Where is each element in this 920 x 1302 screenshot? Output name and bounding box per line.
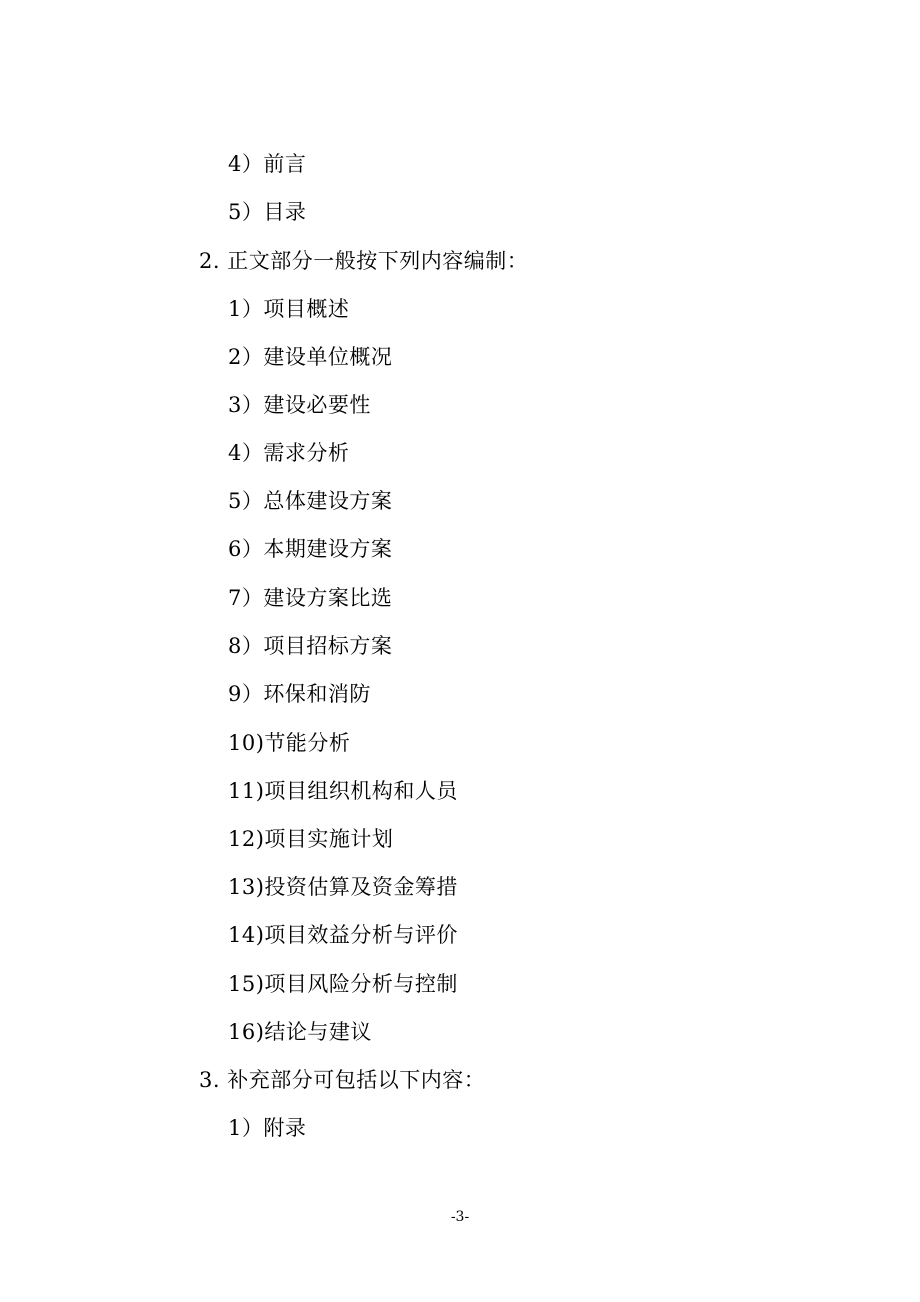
section-heading: 2. 正文部分一般按下列内容编制： <box>199 249 529 273</box>
list-item: 2）建设单位概况 <box>228 345 393 369</box>
list-item: 13)投资估算及资金筹措 <box>228 875 458 899</box>
list-item: 1）项目概述 <box>228 297 350 321</box>
list-item: 4）需求分析 <box>228 441 350 465</box>
list-item: 16)结论与建议 <box>228 1020 372 1044</box>
page-number: -3- <box>450 1209 470 1225</box>
list-item: 12)项目实施计划 <box>228 827 394 851</box>
list-item: 7）建设方案比选 <box>228 586 393 610</box>
list-item: 1）附录 <box>228 1116 307 1140</box>
list-item: 6）本期建设方案 <box>228 537 393 561</box>
list-item: 3）建设必要性 <box>228 393 371 417</box>
list-item: 14)项目效益分析与评价 <box>228 923 458 947</box>
list-item: 8）项目招标方案 <box>228 634 393 658</box>
list-item: 5）总体建设方案 <box>228 489 393 513</box>
list-item: 5）目录 <box>228 200 307 224</box>
list-item: 4）前言 <box>228 152 307 176</box>
section-heading: 3. 补充部分可包括以下内容： <box>199 1068 486 1092</box>
list-item: 10)节能分析 <box>228 731 351 755</box>
list-item: 9）环保和消防 <box>228 682 371 706</box>
list-item: 11)项目组织机构和人员 <box>228 779 458 803</box>
list-item: 15)项目风险分析与控制 <box>228 972 458 996</box>
